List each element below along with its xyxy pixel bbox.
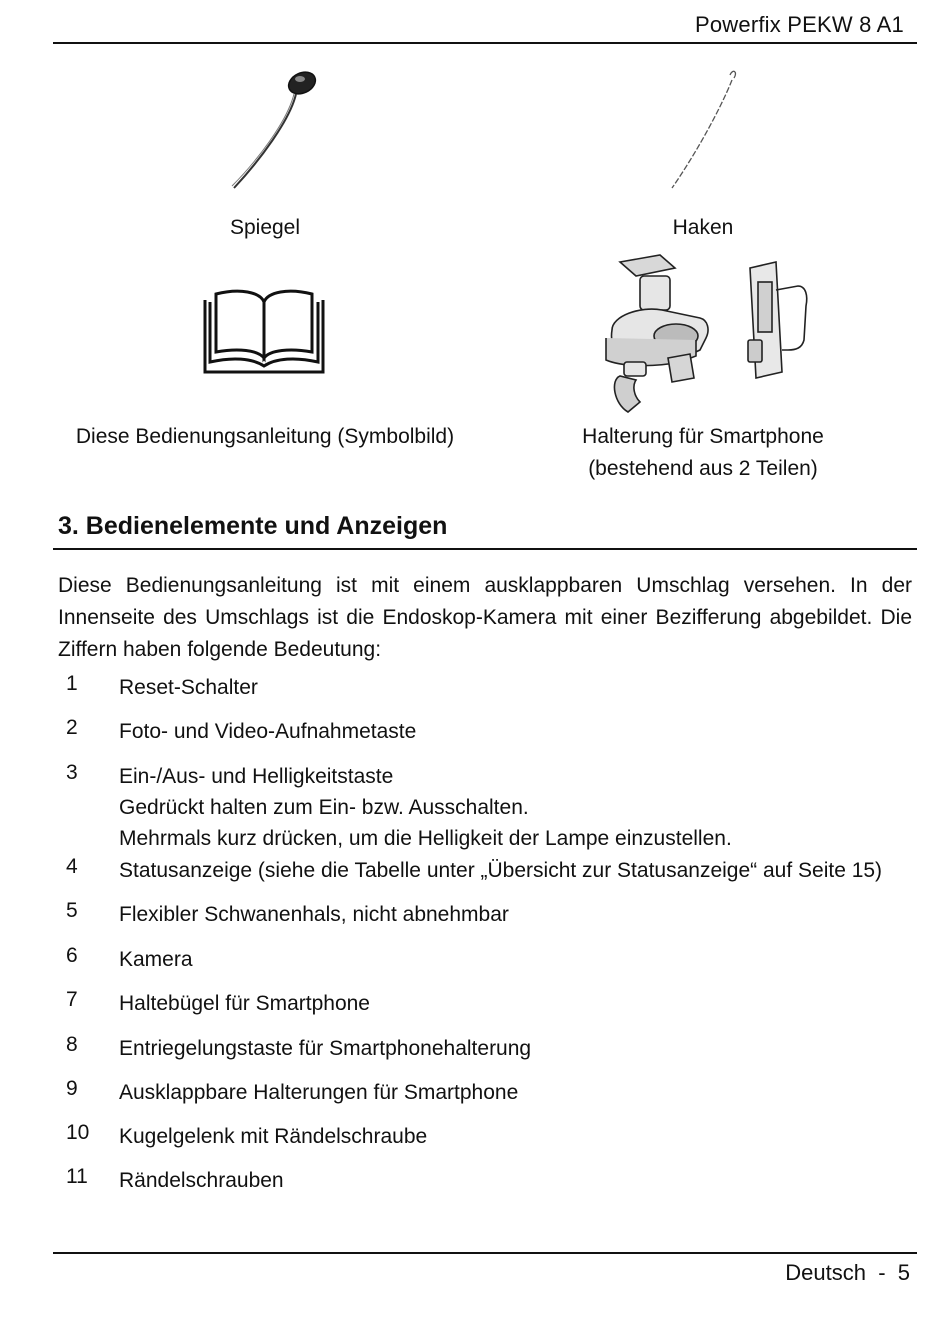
list-item-text-line3: Mehrmals kurz drücken, um die Helligkeit der Lampe einzustellen.: [119, 827, 732, 850]
manual-caption: Diese Bedienungsanleitung (Symbolbild): [75, 425, 455, 448]
list-item-text: Haltebügel für Smartphone: [119, 992, 370, 1015]
hook-caption: Haken: [672, 216, 734, 239]
list-item-text-line2: Gedrückt halten zum Ein- bzw. Ausschalten.: [119, 796, 529, 819]
section-rule: [53, 548, 917, 550]
mirror-caption: Spiegel: [229, 216, 301, 239]
list-item-number: 4: [66, 855, 78, 878]
list-item-text: Kugelgelenk mit Rändelschraube: [119, 1125, 428, 1148]
list-item-number: 8: [66, 1033, 78, 1056]
list-item-text: Flexibler Schwanenhals, nicht abnehmbar: [119, 903, 509, 926]
list-item-number: 1: [66, 672, 78, 695]
list-item-number: 11: [66, 1165, 88, 1188]
list-item-number: 6: [66, 944, 78, 967]
list-item-number: 2: [66, 716, 78, 739]
list-item-number: 3: [66, 761, 78, 784]
list-item-text: Rändelschrauben: [119, 1169, 284, 1192]
list-item-number: 5: [66, 899, 78, 922]
list-item-text: Ein-/Aus- und Helligkeitstaste: [119, 765, 394, 788]
list-item-number: 9: [66, 1077, 78, 1100]
list-item-text: Foto- und Video-Aufnahmetaste: [119, 720, 417, 743]
list-item-number: 7: [66, 988, 78, 1011]
list-item-text: Reset-Schalter: [119, 676, 258, 699]
list-item-text: Kamera: [119, 948, 193, 971]
list-item-number: 10: [66, 1121, 90, 1144]
footer-page-label: Deutsch - 5: [785, 1260, 910, 1285]
holder-caption-line1: Halterung für Smartphone: [582, 425, 824, 448]
holder-caption-line2: (bestehend aus 2 Teilen): [588, 457, 818, 480]
footer-rule: [53, 1252, 917, 1254]
list-item-text: Statusanzeige (siehe die Tabelle unter „Übersicht zur Statusanzeige“ auf Seite 15): [119, 859, 883, 882]
header-title: Powerfix PEKW 8 A1: [694, 12, 904, 37]
intro-paragraph: Diese Bedienungsanleitung ist mit einem ausklappbaren Umschlag versehen. In der Innenseite des Umschlags ist die Endoskop-Kamera mit einer Bezifferung abgebildet. Die Ziffern haben folgende Bedeutung:: [58, 574, 912, 661]
list-item-text: Entriegelungstaste für Smartphonehalterung: [119, 1037, 532, 1060]
list-item-text: Ausklappbare Halterungen für Smartphone: [119, 1081, 519, 1104]
smartphone-holder-illustration: [0, 0, 950, 430]
section-title: 3. Bedienelemente und Anzeigen: [58, 512, 448, 540]
